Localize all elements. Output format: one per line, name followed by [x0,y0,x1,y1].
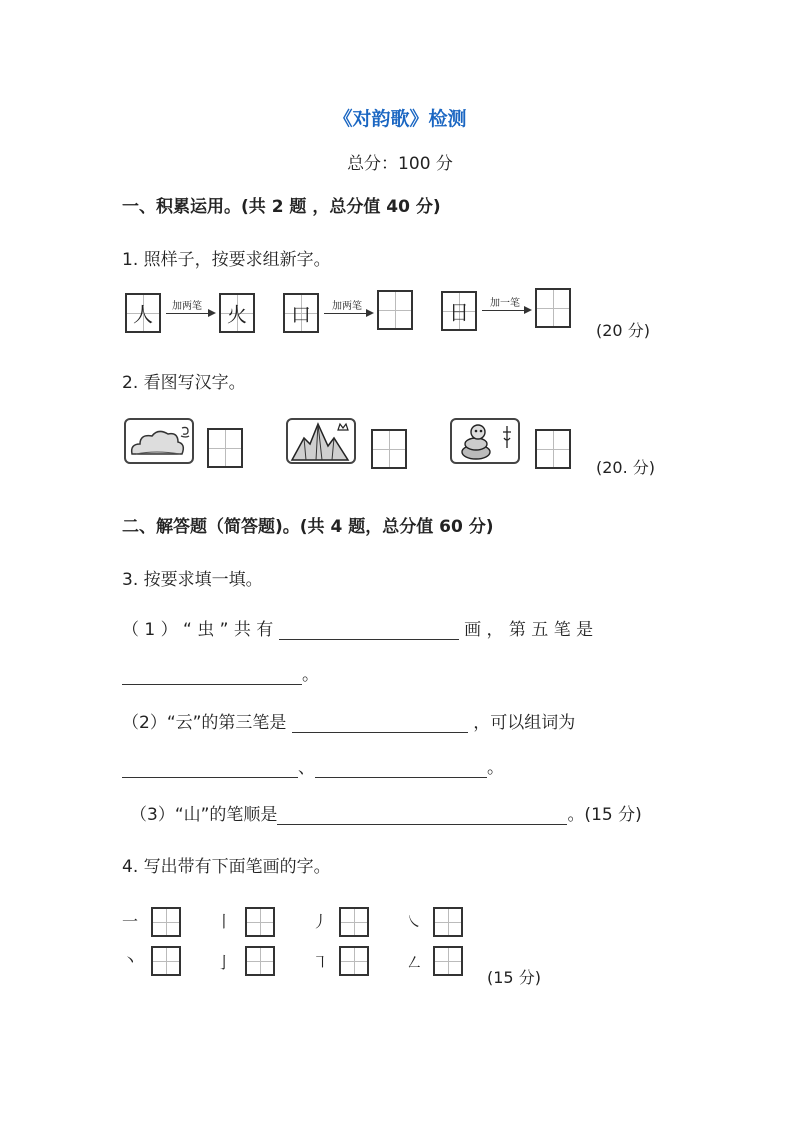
stroke-glyph: 亅 [216,953,233,972]
stroke-glyph: 丿 [312,912,329,931]
q3-line1-text-c: 。 [302,665,319,685]
q2-answer-box-2[interactable] [371,429,407,469]
q4-points: (15 分) [487,968,541,987]
q3-line2-text-d: 。 [487,758,504,778]
q4-answer-box[interactable] [245,907,275,937]
q4-answer-box[interactable] [245,946,275,976]
worm-picture [450,418,520,464]
q3-blank-2[interactable] [122,669,302,685]
q1-arrow-label-1: 加两笔 [172,301,202,312]
worm-icon [452,420,518,462]
q2-answer-box-1[interactable] [207,428,243,468]
q3-line1-cont [122,660,319,685]
q3-line3-text-a: （3）“山”的笔顺是 [130,805,278,825]
stroke-glyph: ㇕ [312,953,329,972]
q3-line2-cont [122,753,504,778]
q1-from-char-2: 口 [291,302,311,327]
q1-to-char-1: 火 [227,302,247,327]
q2-answer-box-3[interactable] [535,429,571,469]
section1-heading: 一、积累运用。(共 2 题 ，总分值 40 分) [122,197,441,217]
q3-blank-4[interactable] [122,762,298,778]
mountain-icon [288,420,354,462]
q1-prompt: 1. 照样子，按要求组新字。 [122,250,331,270]
q3-blank-5[interactable] [315,762,487,778]
cloud-icon [126,420,192,462]
q4-answer-box[interactable] [151,907,181,937]
q3-blank-3[interactable] [292,717,468,733]
section2-heading: 二、解答题（简答题)。(共 4 题，总分值 60 分) [122,517,494,537]
arrow-right-icon [166,313,214,314]
q1-from-box-3 [441,291,477,331]
q3-blank-1[interactable] [279,624,459,640]
q1-answer-box-3[interactable] [535,288,571,328]
stroke-glyph: 丨 [216,912,233,931]
q3-line3 [130,800,642,825]
q1-from-char-3: 日 [449,300,469,325]
stroke-glyph: ㇜ [406,953,423,972]
total-score: 总分：100 分 [347,154,453,174]
q1-arrow-label-3: 加一笔 [490,298,520,309]
q3-line2 [122,708,575,733]
q3-line1-text-b: 画 ， 第 五 笔 是 [464,620,594,640]
stroke-glyph: 一 [122,912,139,931]
q3-line2-text-b: ，可以组词为 [473,713,576,733]
q3-prompt: 3. 按要求填一填。 [122,570,263,590]
q4-answer-box[interactable] [339,946,369,976]
arrow-right-icon [324,313,372,314]
q1-from-char-1: 人 [133,302,153,327]
page-title: 《对韵歌》检测 [333,108,467,130]
q1-from-box-1 [125,293,161,333]
q3-line1-text-a: （ 1 ） “ 虫 ” 共 有 [122,620,274,640]
q1-from-box-2 [283,293,319,333]
q4-answer-box[interactable] [433,907,463,937]
stroke-glyph: ㇏ [406,912,423,931]
q4-prompt: 4. 写出带有下面笔画的字。 [122,857,331,877]
q1-points: (20 分) [596,321,650,340]
q3-blank-6[interactable] [277,809,567,825]
q4-answer-box[interactable] [151,946,181,976]
mountain-picture [286,418,356,464]
q1-answer-box-2[interactable] [377,290,413,330]
q2-points: (20. 分) [596,458,656,477]
arrow-right-icon [482,310,530,311]
cloud-picture [124,418,194,464]
q2-prompt: 2. 看图写汉字。 [122,373,246,393]
q3-line2-text-a: （2）“云”的第三笔是 [122,713,287,733]
q3-line1 [122,615,593,640]
q1-arrow-label-2: 加两笔 [332,301,362,312]
q4-answer-box[interactable] [433,946,463,976]
q3-line3-text-b: 。(15 分) [567,805,642,825]
q1-to-box-1 [219,293,255,333]
stroke-glyph: 丶 [122,951,139,970]
q3-line2-text-c: 、 [298,758,315,778]
q4-answer-box[interactable] [339,907,369,937]
